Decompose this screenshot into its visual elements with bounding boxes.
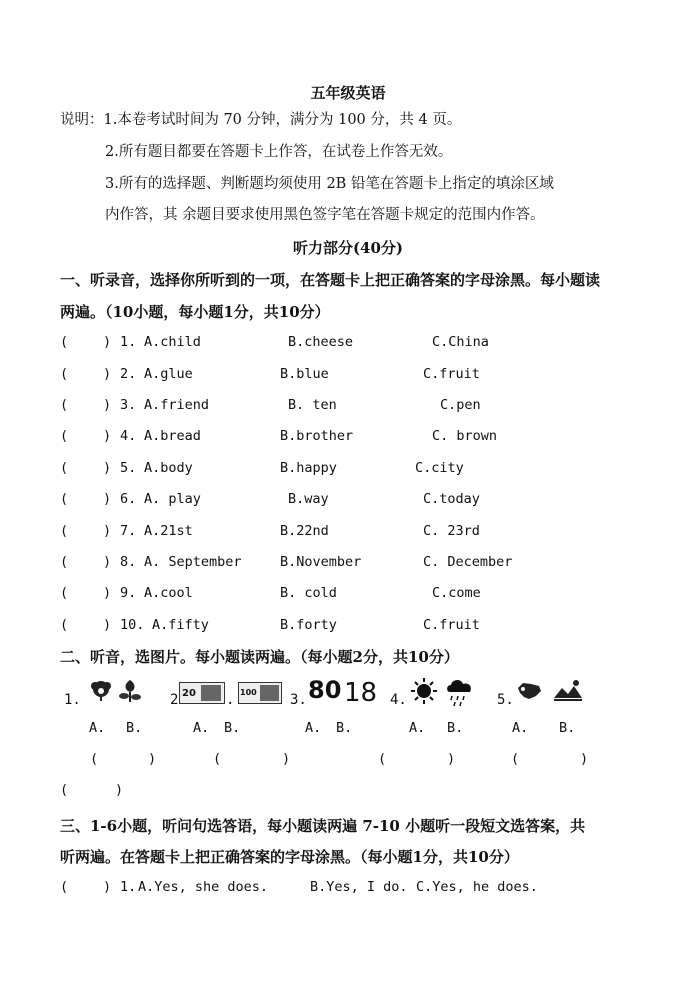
q-paren-close: )	[103, 523, 112, 539]
ans4-close: )	[580, 751, 589, 767]
option-a: A.friend	[144, 397, 210, 413]
q-paren-close: )	[103, 491, 112, 507]
pic-num-3: 3.	[290, 692, 307, 708]
option-c: C.fruit	[423, 617, 480, 633]
option-b: B.November	[280, 554, 362, 570]
option-a: A.cool	[144, 585, 193, 601]
part3-question-1	[60, 879, 660, 899]
q-number: 2.	[120, 366, 137, 382]
q-number: 6.	[120, 491, 137, 507]
option-a: A.glue	[144, 366, 193, 382]
ans2-open: (	[213, 751, 222, 767]
q-paren-close: )	[103, 366, 112, 382]
q-number: 3.	[120, 397, 137, 413]
banknote-100-icon	[238, 682, 282, 708]
option-c: C. brown	[432, 428, 498, 444]
part2-choice-labels	[60, 720, 620, 740]
option-c: C.pen	[440, 397, 481, 413]
part3-heading-a: 三、1-6小题，听问句选答语，每小题读两遍 7-10 小题听一段短文选答案，共	[60, 817, 586, 835]
ans2-close: )	[282, 751, 291, 767]
q-number: 1.	[120, 879, 137, 895]
option-c: C. 23rd	[423, 523, 480, 539]
question-row	[60, 585, 660, 605]
option-a: A.21st	[144, 523, 193, 539]
ans3-close: )	[447, 751, 456, 767]
pic4-choice-a: A.	[409, 720, 426, 736]
pic-num-2-dot: .	[226, 692, 235, 708]
notes-line-1	[60, 108, 461, 129]
note-1: 1.本卷考试时间为 70 分钟，满分为 100 分，共 4 页。	[103, 112, 462, 128]
question-row	[60, 554, 660, 574]
q-number: 1.	[120, 334, 137, 350]
flower-icon	[88, 678, 114, 706]
sun-icon	[410, 677, 438, 709]
map-icon	[515, 680, 543, 706]
part1-heading-b: 两遍。（10小题，每小题1分，共10分）	[60, 303, 330, 321]
part2-heading: 二、听音，选图片。每小题读两遍。（每小题2分，共10分）	[60, 648, 459, 666]
pic-num-2: 2	[170, 692, 179, 708]
q-paren-open: (	[60, 523, 69, 539]
option-a: A.Yes, she does.	[138, 879, 269, 895]
pic-num-5: 5.	[497, 692, 514, 708]
pic3-choice-a: A.	[305, 720, 322, 736]
question-row	[60, 428, 660, 448]
question-row	[60, 334, 660, 354]
q-paren-open: (	[60, 617, 69, 633]
question-row	[60, 617, 660, 637]
banknote-20-icon	[179, 682, 225, 708]
option-b: B.cheese	[288, 334, 354, 350]
q-number: 10.	[120, 617, 145, 633]
q-paren-open: (	[60, 366, 69, 382]
rain-cloud-icon	[444, 676, 476, 712]
ans1-open: (	[90, 751, 99, 767]
option-c: C.Yes, he does.	[416, 879, 538, 895]
option-c: C.fruit	[423, 366, 480, 382]
q-paren-open: (	[60, 879, 69, 895]
option-a: A.child	[144, 334, 201, 350]
q-paren-close: )	[103, 397, 112, 413]
option-b: B.blue	[280, 366, 329, 382]
option-a: A.body	[144, 460, 193, 476]
pic2-choice-b: B.	[224, 720, 241, 736]
q-number: 4.	[120, 428, 137, 444]
option-a: A. play	[144, 491, 201, 507]
option-b: B.happy	[280, 460, 337, 476]
number-80: 80	[308, 676, 342, 704]
number-18: 18	[344, 678, 378, 708]
pic1-choice-a: A.	[89, 720, 106, 736]
option-b: B.way	[288, 491, 329, 507]
option-c: C.city	[415, 460, 464, 476]
part1-heading-a: 一、听录音，选择你所听到的一项，在答题卡上把正确答案的字母涂黑。每小题读	[60, 271, 601, 289]
q-paren-close: )	[103, 554, 112, 570]
pic3-choice-b: B.	[336, 720, 353, 736]
q-number: 5.	[120, 460, 137, 476]
q-paren-open: (	[60, 397, 69, 413]
option-b: B. ten	[288, 397, 337, 413]
option-c: C.come	[432, 585, 481, 601]
ans5-close: )	[115, 782, 124, 798]
option-b: B.brother	[280, 428, 354, 444]
option-c: C. December	[423, 554, 513, 570]
q-paren-open: (	[60, 554, 69, 570]
q-paren-close: )	[103, 585, 112, 601]
q-paren-open: (	[60, 428, 69, 444]
ans5-open: (	[60, 782, 69, 798]
question-row	[60, 523, 660, 543]
pic1-choice-b: B.	[126, 720, 143, 736]
note-100-text: 100	[240, 688, 257, 697]
landscape-icon	[552, 678, 584, 708]
section-listening-title: 听力部分(40分)	[292, 239, 404, 257]
part2-pictures	[60, 676, 620, 716]
question-row	[60, 460, 660, 480]
note-2: 2.所有题目都要在答题卡上作答，在试卷上作答无效。	[105, 144, 453, 160]
option-a: A. September	[144, 554, 242, 570]
note-3a: 3.所有的选择题、判断题均须使用 2B 铅笔在答题卡上指定的填涂区域	[105, 176, 554, 192]
option-b: B.Yes, I do.	[310, 879, 408, 895]
question-row	[60, 397, 660, 417]
question-row	[60, 366, 660, 386]
option-c: C.China	[432, 334, 489, 350]
note-3b: 内作答，其 余题目要求使用黑色签字笔在答题卡规定的范围内作答。	[105, 207, 545, 223]
pic-num-1: 1.	[64, 692, 81, 708]
option-b: B. cold	[280, 585, 337, 601]
note-20-text: 20	[182, 688, 196, 699]
pic4-choice-b: B.	[447, 720, 464, 736]
option-a: A.bread	[144, 428, 201, 444]
pic5-choice-b: B.	[559, 720, 576, 736]
q-paren-close: )	[103, 334, 112, 350]
q-paren-close: )	[103, 460, 112, 476]
ans3-open: (	[378, 751, 387, 767]
q-paren-open: (	[60, 491, 69, 507]
q-paren-open: (	[60, 460, 69, 476]
option-b: B.forty	[280, 617, 337, 633]
option-a: A.fifty	[152, 617, 209, 633]
option-c: C.today	[423, 491, 480, 507]
pic5-choice-a: A.	[512, 720, 529, 736]
page-title: 五年级英语	[310, 84, 386, 102]
plant-icon	[118, 678, 142, 708]
part3-heading-b: 听两遍。在答题卡上把正确答案的字母涂黑。（每小题1分，共10分）	[60, 848, 519, 866]
q-paren-close: )	[103, 428, 112, 444]
part2-answer-blanks	[60, 751, 620, 771]
question-row	[60, 491, 660, 511]
ans1-close: )	[148, 751, 157, 767]
q-paren-close: )	[103, 617, 112, 633]
option-b: B.22nd	[280, 523, 329, 539]
part2-answer-blank-5	[60, 782, 620, 802]
pic2-choice-a: A.	[193, 720, 210, 736]
pic-num-4: 4.	[390, 692, 407, 708]
q-paren-open: (	[60, 585, 69, 601]
notes-label: 说明：	[60, 112, 104, 128]
q-paren-close: )	[103, 879, 112, 895]
q-number: 9.	[120, 585, 137, 601]
q-number: 8.	[120, 554, 137, 570]
q-number: 7.	[120, 523, 137, 539]
q-paren-open: (	[60, 334, 69, 350]
ans4-open: (	[511, 751, 520, 767]
